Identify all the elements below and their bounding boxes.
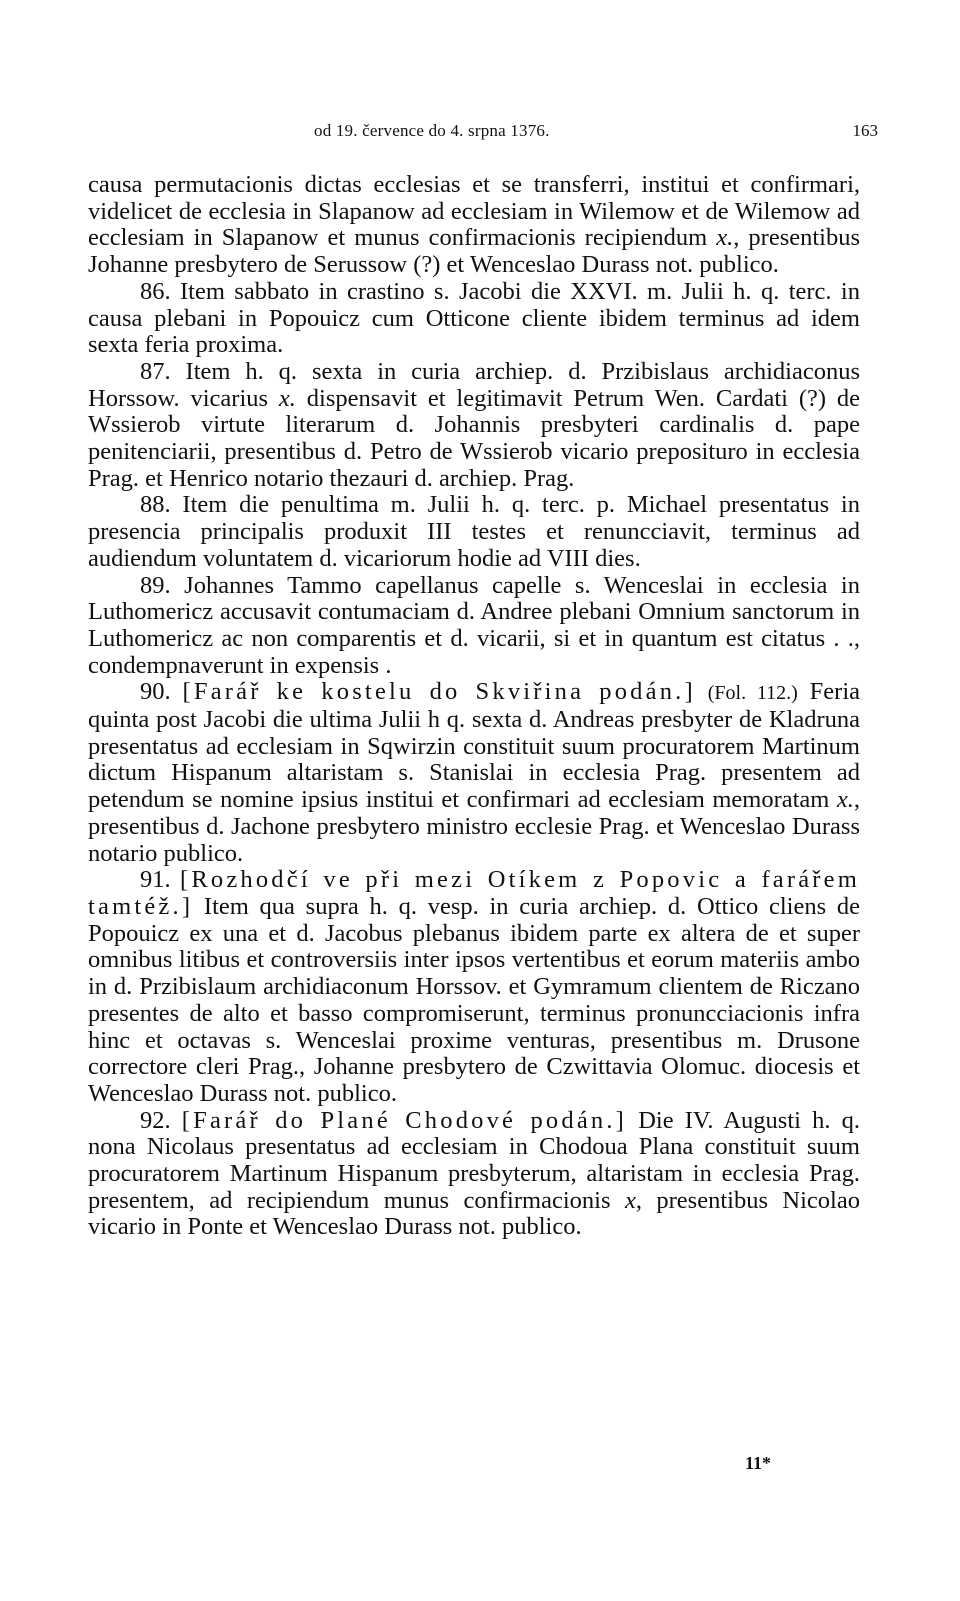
entry-number: 90.	[140, 678, 183, 706]
entry-90	[88, 679, 860, 867]
entry-92	[88, 1108, 860, 1242]
page-header	[88, 121, 878, 143]
entry-number: 91.	[140, 866, 180, 894]
body-text	[88, 172, 860, 1241]
text-run: dispensavit et legitimavit Petrum Wen. Cardati (?) de Wssierob virtute literarum d. Johannis presbyteri cardinalis d. pape penitenciarii, presentibus d. Petro de Wssierob vicario preposituro in ecclesia Prag. et Henrico notario thezauri d. archiep. Prag.	[88, 384, 860, 492]
text-run: , presentibus Nicolao vicario in Ponte et Wenceslao Durass not. publico.	[88, 1186, 860, 1241]
abbrev-x: x.	[278, 384, 296, 412]
folio-reference: (Fol. 112.)	[707, 682, 798, 705]
abbrev-x: x.	[716, 224, 734, 252]
text-run: , presentibus Johanne presbytero de Serussow (?) et Wenceslao Durass not. publico.	[88, 224, 861, 279]
page-number: 163	[852, 121, 878, 140]
abbrev-x: x	[624, 1186, 636, 1214]
text-run: , presentibus d. Jachone presbytero ministro ecclesie Prag. et Wenceslao Durass notario publico.	[88, 786, 860, 867]
abbrev-x: x.	[836, 786, 854, 814]
entry-87	[88, 359, 860, 493]
entry-88: 88. Item die penultima m. Julii h. q. terc. p. Michael presentatus in presencia principalis produxit III testes et renuncciavit, terminus ad audiendum voluntatem d. vicariorum hodie ad VIII dies.	[88, 491, 860, 572]
text-run: causa permutacionis dictas ecclesias et se transferri, institui et confirmari, videlicet de ecclesia in Slapanow ad ecclesiam in Wilemow et de Wilemow ad ecclesiam in Slapanow et munus confirmacionis recipiendum	[88, 171, 860, 252]
text-run: Item qua supra h. q. vesp. in curia archiep. d. Ottico cliens de Popouicz ex una et d. Jacobus plebanus ibidem parte ex altera de et super omnibus litibus et controversiis inter ipsos vertentibus et eorum materiis ambo in d. Przibislaum archidiaconum Horssov. et Gymramum clientem de Riczano presentes de alto et basso compromiserunt, terminus pronuncciacionis infra hinc et octavas s. Wenceslai proxime venturas, presentibus m. Drusone correctore cleri Prag., Johanne presbytero de Czwittavia Olomuc. diocesis et Wenceslao Durass not. publico.	[88, 892, 860, 1107]
paragraph-continuation	[88, 172, 860, 279]
text-run: Feria quinta post Jacobi die ultima Julii h q. sexta d. Andreas presbyter de Kladruna presentatus ad ecclesiam in Sqwirzin constituit suum procuratorem Martinum dictum Hispanum altaristam s. Stanislai in ecclesia Prag. presentem ad petendum se nomine ipsius institui et confirmari ad ecclesiam memoratam	[88, 678, 861, 814]
entry-89: 89. Johannes Tammo capellanus capelle s. Wenceslai in ecclesia in Luthomericz accusavit contumaciam d. Andree plebani Omnium sanctorum in Luthomericz ac non comparentis et d. vicarii, si et in quantum est citatus . ., condempnaverunt in expensis .	[88, 571, 860, 679]
entry-number: 92.	[140, 1106, 182, 1134]
entry-91	[88, 867, 860, 1107]
entry-heading: [Farář ke kostelu do Skviřina podán.]	[182, 678, 696, 706]
signature-mark: 11*	[745, 1453, 772, 1473]
entry-heading: [Rozhodčí ve při mezi Otíkem z Popovic a farářem tamtéž.]	[88, 866, 860, 920]
entry-heading: [Farář do Plané Chodové podán.]	[181, 1106, 628, 1134]
text-run: 87. Item h. q. sexta in curia archiep. d. Przibislaus archidiaconus Horssow. vicarius	[88, 357, 860, 412]
running-title: od 19. července do 4. srpna 1376.	[314, 121, 550, 140]
text-run: Die IV. Augusti h. q. nona Nicolaus presentatus ad ecclesiam in Chodoua Plana constituit suum procuratorem Martinum Hispanum presbyterum, altaristam in ecclesia Prag. presentem, ad recipiendum munus confirmacionis	[88, 1106, 861, 1214]
entry-86: 86. Item sabbato in crastino s. Jacobi die XXVI. m. Julii h. q. terc. in causa plebani in Popouicz cum Otticone cliente ibidem terminus ad idem sexta feria proxima.	[88, 277, 860, 359]
